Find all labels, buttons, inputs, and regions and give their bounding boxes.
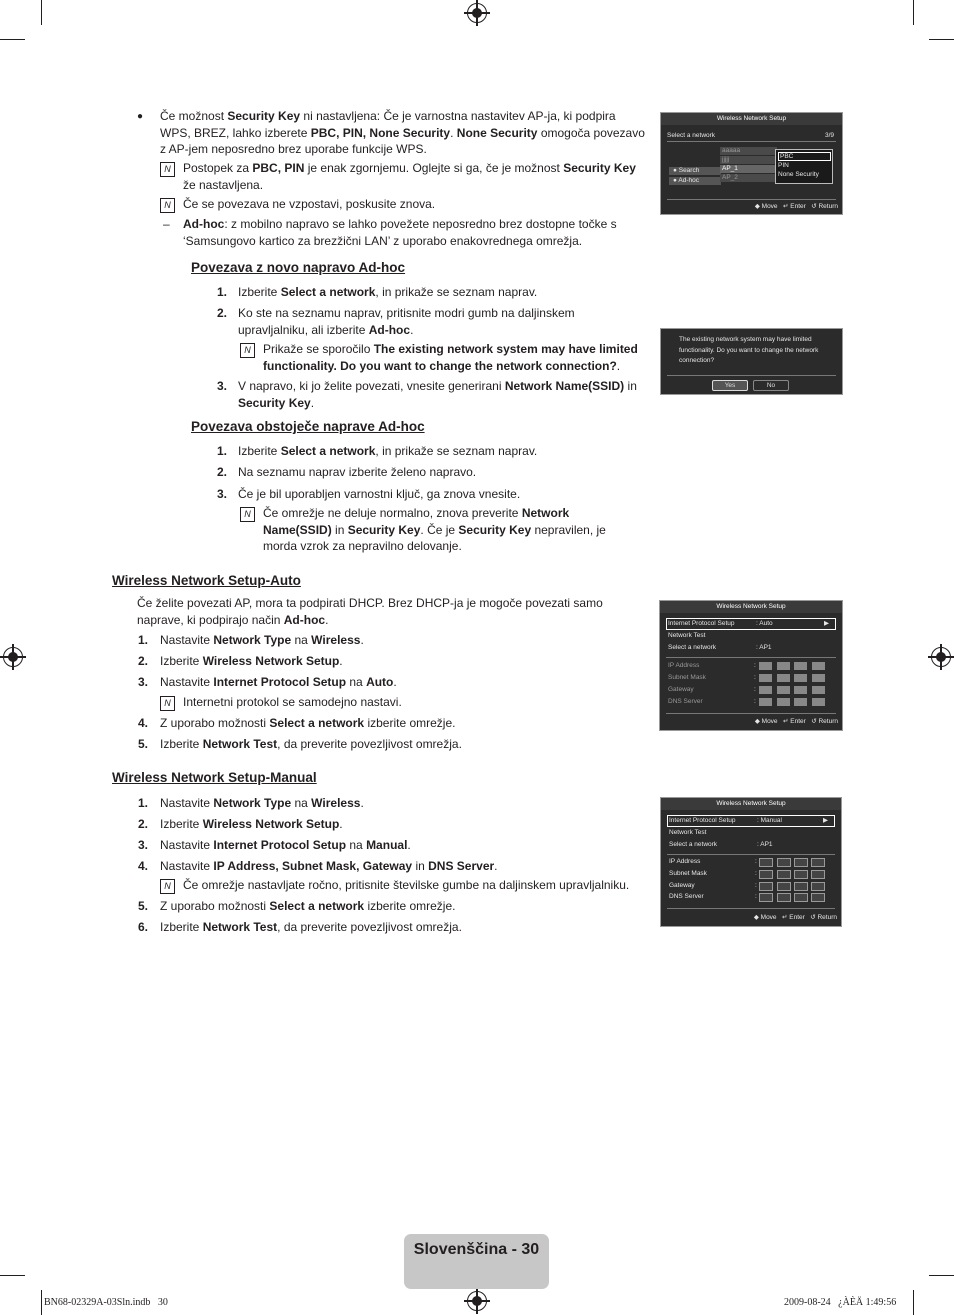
- step-number: 5.: [138, 737, 149, 751]
- tv-screen-setup-auto: Wireless Network Setup Internet Protocol Setup : Auto ▶ Network Test Select a network : AP1 IP Address Subnet Mask Gateway DNS Server : : : : ◆ Move ↵ Enter ↺ Return: [659, 600, 843, 731]
- step-number: 5.: [138, 899, 149, 913]
- tv-navigation-hints: ◆ Move ↵ Enter ↺ Return: [753, 914, 837, 921]
- tv-screen-setup-manual: Wireless Network Setup Internet Protocol Setup : Manual ▶ Network Test Select a network : AP1 IP Address Subnet Mask Gateway DNS Server : : : : ◆ Move ↵ Enter ↺ Return: [660, 797, 842, 927]
- crop-mark: [913, 1290, 914, 1315]
- heading-setup-auto: Wireless Network Setup-Auto: [112, 573, 301, 588]
- note-icon: N: [160, 162, 175, 177]
- step-number: 4.: [138, 716, 149, 730]
- note-icon: N: [160, 198, 175, 213]
- step-number: 2.: [217, 306, 228, 320]
- crop-mark: [41, 0, 42, 25]
- imprint-left: BN68-02329A-03Sln.indb 30: [44, 1297, 168, 1308]
- adhoc-paragraph: Ad-hoc: z mobilno napravo se lahko povežete neposredno brez dostopne točke s ‘Samsungovo kartico za brezžični LAN’ z uporabo enakovrednega omrežja.: [183, 217, 617, 248]
- step-number: 3.: [138, 675, 149, 689]
- registration-mark-icon: [467, 3, 487, 23]
- enter-icon: ↵: [782, 718, 789, 725]
- step-text: Izberite Wireless Network Setup.: [160, 817, 343, 831]
- tv-page-counter: 3/9: [824, 132, 834, 139]
- return-icon: ↺: [810, 914, 816, 921]
- option-pbc[interactable]: PBC: [778, 152, 831, 161]
- note-retry: Če se povezava ne vzpostavi, poskusite znova.: [183, 197, 436, 211]
- no-button[interactable]: No: [753, 380, 789, 391]
- tv-label: Internet Protocol Setup: [668, 620, 735, 627]
- note-auto: Internetni protokol se samodejno nastavi.: [183, 695, 402, 709]
- move-icon: ◆: [754, 718, 760, 725]
- crop-mark: [913, 0, 914, 25]
- network-list-item[interactable]: jjjjj: [720, 156, 777, 164]
- step-text: Nastavite Network Type na Wireless.: [160, 796, 364, 810]
- tv-screen-message-dialog: [660, 328, 843, 395]
- note-icon: N: [160, 696, 175, 711]
- crop-mark: [929, 39, 954, 40]
- tv-label: Select a network: [667, 132, 716, 139]
- step-number: 2.: [138, 817, 149, 831]
- note-message: Prikaže se sporočilo The existing network system may have limited functionality. Do you want to change the network connection?.: [263, 342, 638, 373]
- page-label: Slovenščina - 30: [413, 1241, 540, 1258]
- step-number: 3.: [217, 487, 228, 501]
- step-text: V napravo, ki jo želite povezati, vnesite generirani Network Name(SSID) in Security Key.: [238, 379, 637, 410]
- bullet-icon: ●: [137, 111, 144, 122]
- tv-value: : AP1: [756, 644, 772, 651]
- option-none-security[interactable]: None Security: [778, 171, 819, 178]
- crop-mark: [0, 39, 25, 40]
- step-text: Izberite Wireless Network Setup.: [160, 654, 343, 668]
- move-icon: ◆: [753, 914, 759, 921]
- step-number: 3.: [217, 379, 228, 393]
- return-icon: ↺: [811, 203, 817, 210]
- tv-value: : Auto: [756, 620, 773, 627]
- note-icon: N: [240, 343, 255, 358]
- step-number: 2.: [138, 654, 149, 668]
- step-text: Nastavite Internet Protocol Setup na Auto.: [160, 675, 397, 689]
- registration-mark-icon: [467, 1291, 487, 1311]
- enter-icon: ↵: [782, 203, 789, 210]
- network-list-item[interactable]: AP_2: [720, 174, 777, 182]
- step-text: Izberite Network Test, da preverite povezljivost omrežja.: [160, 920, 462, 934]
- step-text: Nastavite IP Address, Subnet Mask, Gateway in DNS Server.: [160, 859, 498, 873]
- tv-label: DNS Server: [668, 698, 703, 705]
- heading-existing-adhoc: Povezava obstoječe naprave Ad-hoc: [191, 419, 425, 434]
- arrow-right-icon: ▶: [823, 817, 828, 824]
- note-pbc-pin: Postopek za PBC, PIN je enak zgornjemu. Oglejte si ga, če je možnost Security Key že nastavljena.: [183, 161, 636, 192]
- note-icon: N: [160, 879, 175, 894]
- step-number: 1.: [217, 444, 228, 458]
- step-number: 6.: [138, 920, 149, 934]
- step-number: 1.: [217, 285, 228, 299]
- step-number: 2.: [217, 465, 228, 479]
- crop-mark: [0, 1275, 25, 1276]
- tv-label: Subnet Mask: [669, 870, 707, 877]
- step-text: Ko ste na seznamu naprav, pritisnite modri gumb na daljinskem upravljalniku, ali izberite Ad-hoc.: [238, 306, 575, 337]
- move-icon: ◆: [754, 203, 760, 210]
- step-number: 3.: [138, 838, 149, 852]
- step-text: Izberite Network Test, da preverite povezljivost omrežja.: [160, 737, 462, 751]
- step-number: 4.: [138, 859, 149, 873]
- auto-intro: Če želite povezati AP, mora ta podpirati DHCP. Brez DHCP-ja je mogoče povezati samo naprave, ki podpirajo način Ad-hoc.: [137, 596, 603, 627]
- crop-mark: [41, 1290, 42, 1315]
- note-check: Če omrežje ne deluje normalno, znova preverite Network Name(SSID) in Security Key. Če je Security Key nepravilen, je morda vzrok za nepravilno delovanje.: [263, 506, 606, 553]
- heading-new-adhoc: Povezava z novo napravo Ad-hoc: [191, 260, 406, 275]
- step-text: Nastavite Network Type na Wireless.: [160, 633, 364, 647]
- tv-label: DNS Server: [669, 893, 704, 900]
- tv-label[interactable]: Select a network: [668, 644, 717, 651]
- tv-value: : Manual: [757, 817, 782, 824]
- security-key-paragraph: Če možnost Security Key ni nastavljena: Če je varnostna nastavitev AP-ja, ki podpira WPS, BREZ, lahko izberete PBC, PIN, None Security. None Security omogoča povezavo z AP-jem neposredno brez uporabe funkcije WPS.: [160, 109, 645, 156]
- network-test-item[interactable]: Network Test: [669, 829, 707, 836]
- arrow-right-icon: ▶: [824, 620, 829, 627]
- imprint-right: 2009-08-24 ¿ÀÈÄ 1:49:56: [784, 1297, 897, 1308]
- tv-label: Internet Protocol Setup: [669, 817, 736, 824]
- registration-mark-icon: [3, 647, 23, 667]
- step-text: Če je bil uporabljen varnostni ključ, ga znova vnesite.: [238, 487, 521, 501]
- dash-marker: –: [163, 217, 170, 231]
- tv-label: Gateway: [669, 882, 695, 889]
- note-icon: N: [240, 507, 255, 522]
- step-text: Nastavite Internet Protocol Setup na Manual.: [160, 838, 411, 852]
- heading-setup-manual: Wireless Network Setup-Manual: [112, 770, 317, 785]
- step-text: Izberite Select a network, in prikaže se seznam naprav.: [238, 444, 538, 458]
- tv-label: Subnet Mask: [668, 674, 706, 681]
- adhoc-button[interactable]: ● Ad-hoc: [669, 177, 721, 185]
- tv-label[interactable]: Select a network: [669, 841, 718, 848]
- tv-screen-select-network: [660, 112, 843, 215]
- step-number: 1.: [138, 633, 149, 647]
- option-pin[interactable]: PIN: [778, 162, 789, 169]
- step-text: Z uporabo možnosti Select a network izberite omrežje.: [160, 716, 456, 730]
- tv-label: IP Address: [669, 858, 701, 865]
- crop-mark: [929, 1275, 954, 1276]
- tv-label: IP Address: [668, 662, 700, 669]
- return-icon: ↺: [811, 718, 817, 725]
- tv-title: Wireless Network Setup: [660, 601, 842, 613]
- page-label-tab: [404, 1234, 549, 1289]
- dialog-message: The existing network system may have limited functionality. Do you want to change the network connection?: [679, 336, 819, 364]
- registration-mark-icon: [931, 647, 951, 667]
- tv-label: Gateway: [668, 686, 694, 693]
- network-list-item[interactable]: aaaaa: [720, 147, 777, 155]
- tv-navigation-hints: ◆ Move ↵ Enter ↺ Return: [754, 718, 838, 725]
- step-text: Na seznamu naprav izberite želeno napravo.: [238, 465, 477, 479]
- tv-title: Wireless Network Setup: [661, 798, 841, 810]
- tv-title: Wireless Network Setup: [661, 113, 842, 125]
- step-text: Z uporabo možnosti Select a network izberite omrežje.: [160, 899, 456, 913]
- step-text: Izberite Select a network, in prikaže se seznam naprav.: [238, 285, 538, 299]
- search-button[interactable]: ● Search: [669, 167, 721, 175]
- network-test-item[interactable]: Network Test: [668, 632, 706, 639]
- network-list-item[interactable]: AP_1: [720, 165, 777, 173]
- tv-navigation-hints: ◆ Move ↵ Enter ↺ Return: [754, 203, 838, 210]
- tv-value: : AP1: [757, 841, 773, 848]
- yes-button[interactable]: Yes: [712, 380, 748, 391]
- note-manual: Če omrežje nastavljate ročno, pritisnite številske gumbe na daljinskem upravljalniku.: [183, 878, 630, 892]
- enter-icon: ↵: [781, 914, 788, 921]
- step-number: 1.: [138, 796, 149, 810]
